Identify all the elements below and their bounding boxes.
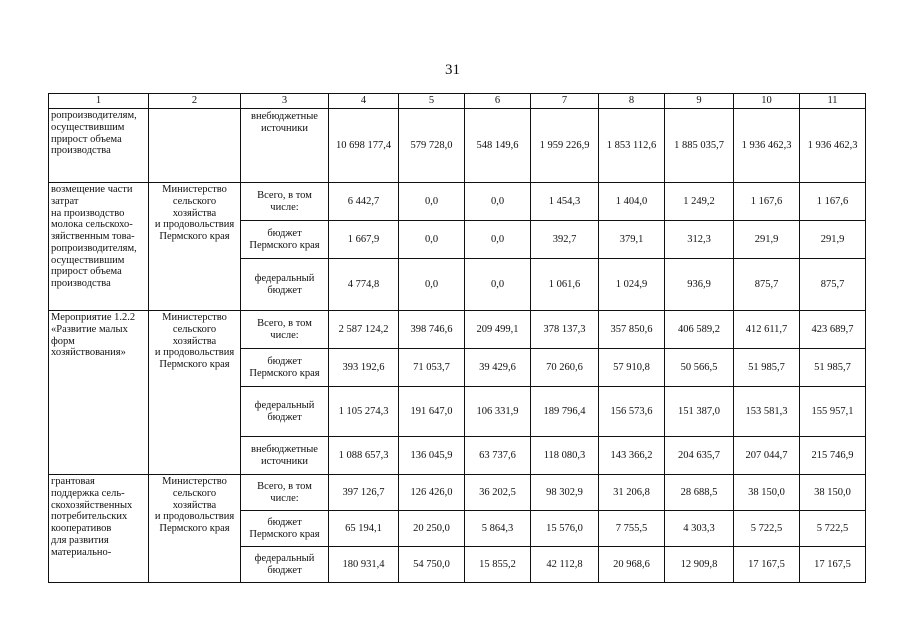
measure-name-cell: ропроизводителям, осуществившим прирост объема производства [49, 109, 149, 183]
amount-cell: 1 936 462,3 [800, 109, 866, 183]
column-header: 11 [800, 94, 866, 109]
funding-source-cell: бюджет Пермского края [241, 221, 329, 259]
funding-source-cell: внебюджетные источники [241, 109, 329, 183]
column-header: 1 [49, 94, 149, 109]
amount-cell: 38 150,0 [734, 475, 800, 511]
table-body [49, 109, 866, 583]
amount-cell: 143 366,2 [599, 437, 665, 475]
column-header: 2 [149, 94, 241, 109]
column-header: 3 [241, 94, 329, 109]
amount-cell: 31 206,8 [599, 475, 665, 511]
amount-cell: 0,0 [465, 259, 531, 311]
amount-cell: 39 429,6 [465, 349, 531, 387]
amount-cell: 6 442,7 [329, 183, 399, 221]
funding-source-cell: Всего, в том числе: [241, 311, 329, 349]
amount-cell: 875,7 [734, 259, 800, 311]
amount-cell: 42 112,8 [531, 547, 599, 583]
amount-cell: 393 192,6 [329, 349, 399, 387]
amount-cell: 180 931,4 [329, 547, 399, 583]
amount-cell: 118 080,3 [531, 437, 599, 475]
amount-cell: 0,0 [399, 259, 465, 311]
amount-cell: 1 936 462,3 [734, 109, 800, 183]
amount-cell: 406 589,2 [665, 311, 734, 349]
amount-cell: 5 864,3 [465, 511, 531, 547]
amount-cell: 1 024,9 [599, 259, 665, 311]
column-header: 5 [399, 94, 465, 109]
funding-source-cell: федеральный бюджет [241, 259, 329, 311]
amount-cell: 204 635,7 [665, 437, 734, 475]
amount-cell: 17 167,5 [800, 547, 866, 583]
column-header: 7 [531, 94, 599, 109]
amount-cell: 5 722,5 [800, 511, 866, 547]
amount-cell: 291,9 [734, 221, 800, 259]
amount-cell: 1 959 226,9 [531, 109, 599, 183]
amount-cell: 579 728,0 [399, 109, 465, 183]
column-header: 8 [599, 94, 665, 109]
amount-cell: 412 611,7 [734, 311, 800, 349]
amount-cell: 5 722,5 [734, 511, 800, 547]
amount-cell: 392,7 [531, 221, 599, 259]
measure-name-cell: возмещение части затрат на производство молока сельскохо- зяйственным това- ропроизводителям, осуществившим прирост объема производства [49, 183, 149, 311]
amount-cell: 36 202,5 [465, 475, 531, 511]
amount-cell: 398 746,6 [399, 311, 465, 349]
amount-cell: 379,1 [599, 221, 665, 259]
amount-cell: 423 689,7 [800, 311, 866, 349]
amount-cell: 156 573,6 [599, 387, 665, 437]
amount-cell: 1 167,6 [734, 183, 800, 221]
amount-cell: 10 698 177,4 [329, 109, 399, 183]
amount-cell: 7 755,5 [599, 511, 665, 547]
amount-cell: 51 985,7 [734, 349, 800, 387]
amount-cell: 15 855,2 [465, 547, 531, 583]
table-row [49, 475, 866, 511]
budget-table [48, 93, 866, 583]
header-row [49, 94, 866, 109]
amount-cell: 189 796,4 [531, 387, 599, 437]
table-row [49, 311, 866, 349]
measure-name-cell: грантовая поддержка сель- скохозяйственных потребительских кооперативов для развития материально- [49, 475, 149, 583]
column-header: 6 [465, 94, 531, 109]
amount-cell: 15 576,0 [531, 511, 599, 547]
executor-cell: Министерство сельского хозяйства и продовольствия Пермского края [149, 183, 241, 311]
amount-cell: 548 149,6 [465, 109, 531, 183]
funding-source-cell: Всего, в том числе: [241, 183, 329, 221]
amount-cell: 63 737,6 [465, 437, 531, 475]
column-header: 10 [734, 94, 800, 109]
funding-source-cell: бюджет Пермского края [241, 349, 329, 387]
column-header: 9 [665, 94, 734, 109]
amount-cell: 38 150,0 [800, 475, 866, 511]
amount-cell: 12 909,8 [665, 547, 734, 583]
amount-cell: 378 137,3 [531, 311, 599, 349]
amount-cell: 215 746,9 [800, 437, 866, 475]
amount-cell: 1 088 657,3 [329, 437, 399, 475]
amount-cell: 17 167,5 [734, 547, 800, 583]
amount-cell: 4 774,8 [329, 259, 399, 311]
amount-cell: 1 853 112,6 [599, 109, 665, 183]
amount-cell: 191 647,0 [399, 387, 465, 437]
amount-cell: 397 126,7 [329, 475, 399, 511]
amount-cell: 65 194,1 [329, 511, 399, 547]
amount-cell: 1 167,6 [800, 183, 866, 221]
executor-cell [149, 109, 241, 183]
funding-source-cell: бюджет Пермского края [241, 511, 329, 547]
amount-cell: 153 581,3 [734, 387, 800, 437]
table-row [49, 109, 866, 183]
amount-cell: 0,0 [465, 221, 531, 259]
funding-source-cell: внебюджетные источники [241, 437, 329, 475]
page-number: 31 [445, 62, 460, 78]
funding-source-cell: Всего, в том числе: [241, 475, 329, 511]
amount-cell: 20 968,6 [599, 547, 665, 583]
amount-cell: 151 387,0 [665, 387, 734, 437]
table-row [49, 183, 866, 221]
funding-source-cell: федеральный бюджет [241, 547, 329, 583]
amount-cell: 0,0 [399, 221, 465, 259]
amount-cell: 1 454,3 [531, 183, 599, 221]
executor-cell: Министерство сельского хозяйства и продовольствия Пермского края [149, 475, 241, 583]
measure-name-cell: Мероприятие 1.2.2 «Развитие малых форм хозяйствования» [49, 311, 149, 475]
amount-cell: 70 260,6 [531, 349, 599, 387]
column-header: 4 [329, 94, 399, 109]
amount-cell: 126 426,0 [399, 475, 465, 511]
amount-cell: 50 566,5 [665, 349, 734, 387]
amount-cell: 1 885 035,7 [665, 109, 734, 183]
amount-cell: 54 750,0 [399, 547, 465, 583]
amount-cell: 28 688,5 [665, 475, 734, 511]
amount-cell: 57 910,8 [599, 349, 665, 387]
amount-cell: 106 331,9 [465, 387, 531, 437]
executor-cell: Министерство сельского хозяйства и продовольствия Пермского края [149, 311, 241, 475]
amount-cell: 71 053,7 [399, 349, 465, 387]
amount-cell: 207 044,7 [734, 437, 800, 475]
amount-cell: 1 249,2 [665, 183, 734, 221]
amount-cell: 1 105 274,3 [329, 387, 399, 437]
amount-cell: 357 850,6 [599, 311, 665, 349]
amount-cell: 1 404,0 [599, 183, 665, 221]
amount-cell: 0,0 [399, 183, 465, 221]
amount-cell: 20 250,0 [399, 511, 465, 547]
amount-cell: 2 587 124,2 [329, 311, 399, 349]
amount-cell: 291,9 [800, 221, 866, 259]
amount-cell: 1 667,9 [329, 221, 399, 259]
amount-cell: 209 499,1 [465, 311, 531, 349]
amount-cell: 136 045,9 [399, 437, 465, 475]
amount-cell: 1 061,6 [531, 259, 599, 311]
funding-source-cell: федеральный бюджет [241, 387, 329, 437]
amount-cell: 4 303,3 [665, 511, 734, 547]
amount-cell: 155 957,1 [800, 387, 866, 437]
amount-cell: 51 985,7 [800, 349, 866, 387]
amount-cell: 98 302,9 [531, 475, 599, 511]
amount-cell: 875,7 [800, 259, 866, 311]
amount-cell: 936,9 [665, 259, 734, 311]
amount-cell: 0,0 [465, 183, 531, 221]
amount-cell: 312,3 [665, 221, 734, 259]
